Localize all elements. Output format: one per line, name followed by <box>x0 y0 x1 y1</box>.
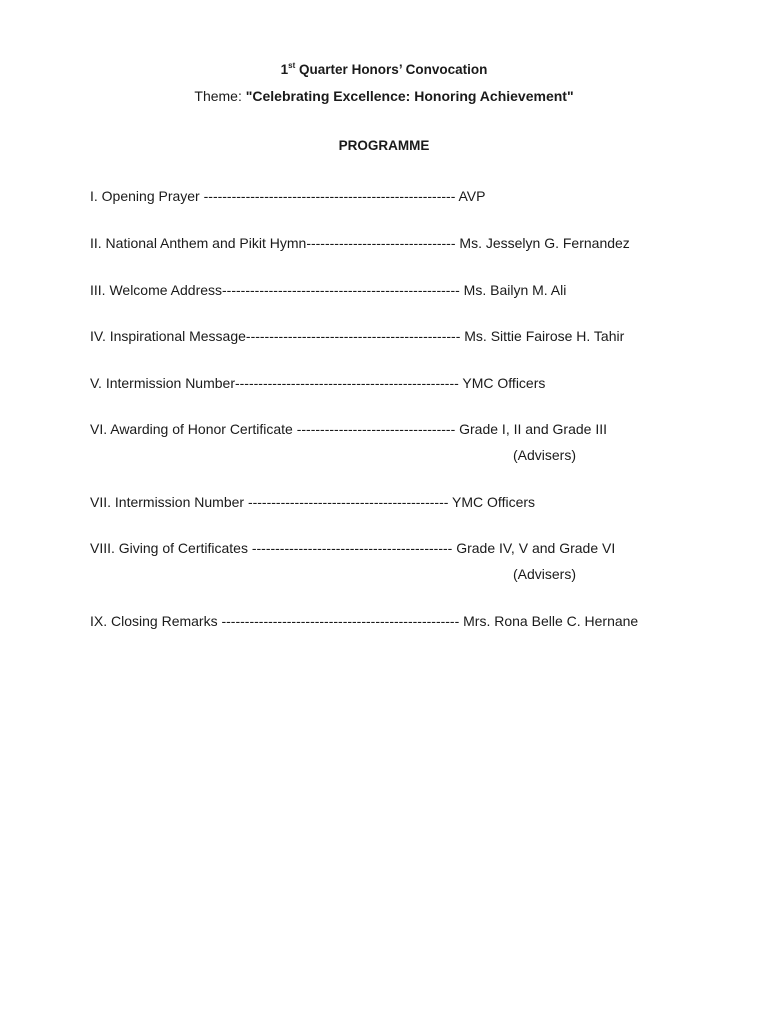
programme-item-1: I. Opening Prayer ------------------------------------------------------ AVP <box>90 188 486 204</box>
title-superscript: st <box>288 61 296 70</box>
title-text: Quarter Honors’ Convocation <box>295 62 488 77</box>
programme-item-8: VIII. Giving of Certificates ------------------------------------------- Grade IV, V and Grade VI <box>90 540 616 556</box>
programme-item-8-sub: (Advisers) <box>513 566 577 582</box>
theme-label: Theme: <box>194 88 246 104</box>
programme-item-7: VII. Intermission Number ------------------------------------------- YMC Officers <box>90 494 536 510</box>
programme-item-9: IX. Closing Remarks --------------------------------------------------- Mrs. Rona Belle C. Hernane <box>90 613 639 629</box>
document-theme <box>0 88 768 104</box>
programme-item-6-sub: (Advisers) <box>513 447 577 463</box>
programme-item-2: II. National Anthem and Pikit Hymn-------------------------------- Ms. Jesselyn G. Fernandez <box>90 235 630 251</box>
document-title <box>0 62 768 77</box>
programme-item-3: III. Welcome Address--------------------------------------------------- Ms. Bailyn M. Ali <box>90 282 567 298</box>
theme-value: "Celebrating Excellence: Honoring Achievement" <box>245 88 574 104</box>
programme-item-4: IV. Inspirational Message---------------------------------------------- Ms. Sittie Fairose H. Tahir <box>90 328 625 344</box>
title-number: 1 <box>280 62 289 77</box>
programme-heading: PROGRAMME <box>338 138 430 153</box>
programme-item-6: VI. Awarding of Honor Certificate ---------------------------------- Grade I, II and Grade III <box>90 421 607 437</box>
programme-item-5: V. Intermission Number------------------------------------------------ YMC Officers <box>90 375 546 391</box>
